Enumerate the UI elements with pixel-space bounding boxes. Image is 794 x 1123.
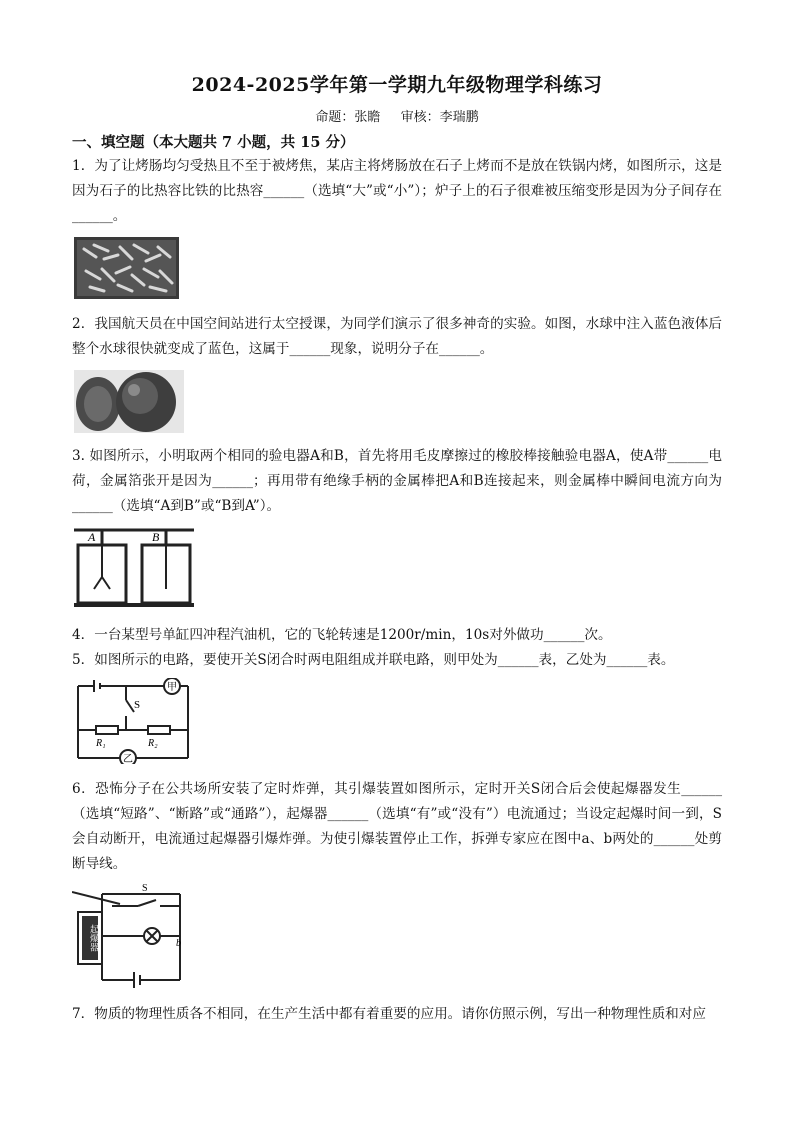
question-3: 3. 如图所示，小明取两个相同的验电器A和B，首先将用毛皮摩擦过的橡胶棒接触验电器A，使A带______电荷，金属箔张开是因为______；再用带有绝缘手柄的金属棒把A和B连接起来，则金属棒中瞬间电流方向为______（选填“A到B”或“B到A”）。 xyxy=(72,448,722,514)
page-title: 2024-2025学年第一学期九年级物理学科练习 xyxy=(191,74,603,96)
parallel-circuit-figure xyxy=(76,678,191,764)
bomb-circuit-figure xyxy=(72,880,190,988)
label-r2: R₂ xyxy=(148,738,158,749)
electroscope-figure xyxy=(74,527,194,609)
proposer-text: 命题：张瞻 xyxy=(315,110,381,125)
label-a: A xyxy=(88,530,96,544)
label-yi: 乙 xyxy=(123,754,133,764)
author-line xyxy=(0,106,794,125)
reviewer-text: 审核：李瑞鹏 xyxy=(400,110,479,125)
question-6: 6．恐怖分子在公共场所安装了定时炸弹，其引爆装置如图所示，定时开关S闭合后会使起爆器发生______（选填“短路”、“断路”或“通路”），起爆器______（选填“有”或“没有”）电流通过；当设定起爆时间一到，S会自动断开，电流通过起爆器引爆炸弹。为使引爆装置停止工作，拆弹专家应在图中a、b两处的______处剪断导线。 xyxy=(72,781,722,872)
label-jia: 甲 xyxy=(167,682,177,693)
section-heading: 一、填空题（本大题共 7 小题，共 15 分） xyxy=(72,134,355,151)
label-s: S xyxy=(142,883,148,894)
question-4: 4．一台某型号单缸四冲程汽油机，它的飞轮转速是1200r/min，10s对外做功______次。 xyxy=(72,627,612,643)
question-7: 7．物质的物理性质各不相同，在生产生活中都有着重要的应用。请你仿照示例，写出一种物理性质和对应 xyxy=(72,1006,706,1022)
water-ball-photo xyxy=(74,370,184,433)
label-b: b xyxy=(176,938,181,949)
label-device: 起爆器 xyxy=(88,924,98,952)
question-5: 5．如图所示的电路，要使开关S闭合时两电阻组成并联电路，则甲处为______表，乙处为______表。 xyxy=(72,652,675,668)
question-1: 1．为了让烤肠均匀受热且不至于被烤焦，某店主将烤肠放在石子上烤而不是放在铁锅内烤，如图所示，这是因为石子的比热容比铁的比热容______（选填“大”或“小”）；炉子上的石子很难被压缩变形是因为分子间存在______。 xyxy=(72,158,722,224)
sausage-photo xyxy=(74,237,179,299)
label-b: B xyxy=(152,530,160,544)
label-s: S xyxy=(134,699,141,711)
question-2: 2．我国航天员在中国空间站进行太空授课，为同学们演示了很多神奇的实验。如图，水球中注入蓝色液体后整个水球很快就变成了蓝色，这属于______现象，说明分子在______。 xyxy=(72,316,722,357)
label-r1: R₁ xyxy=(96,738,106,749)
